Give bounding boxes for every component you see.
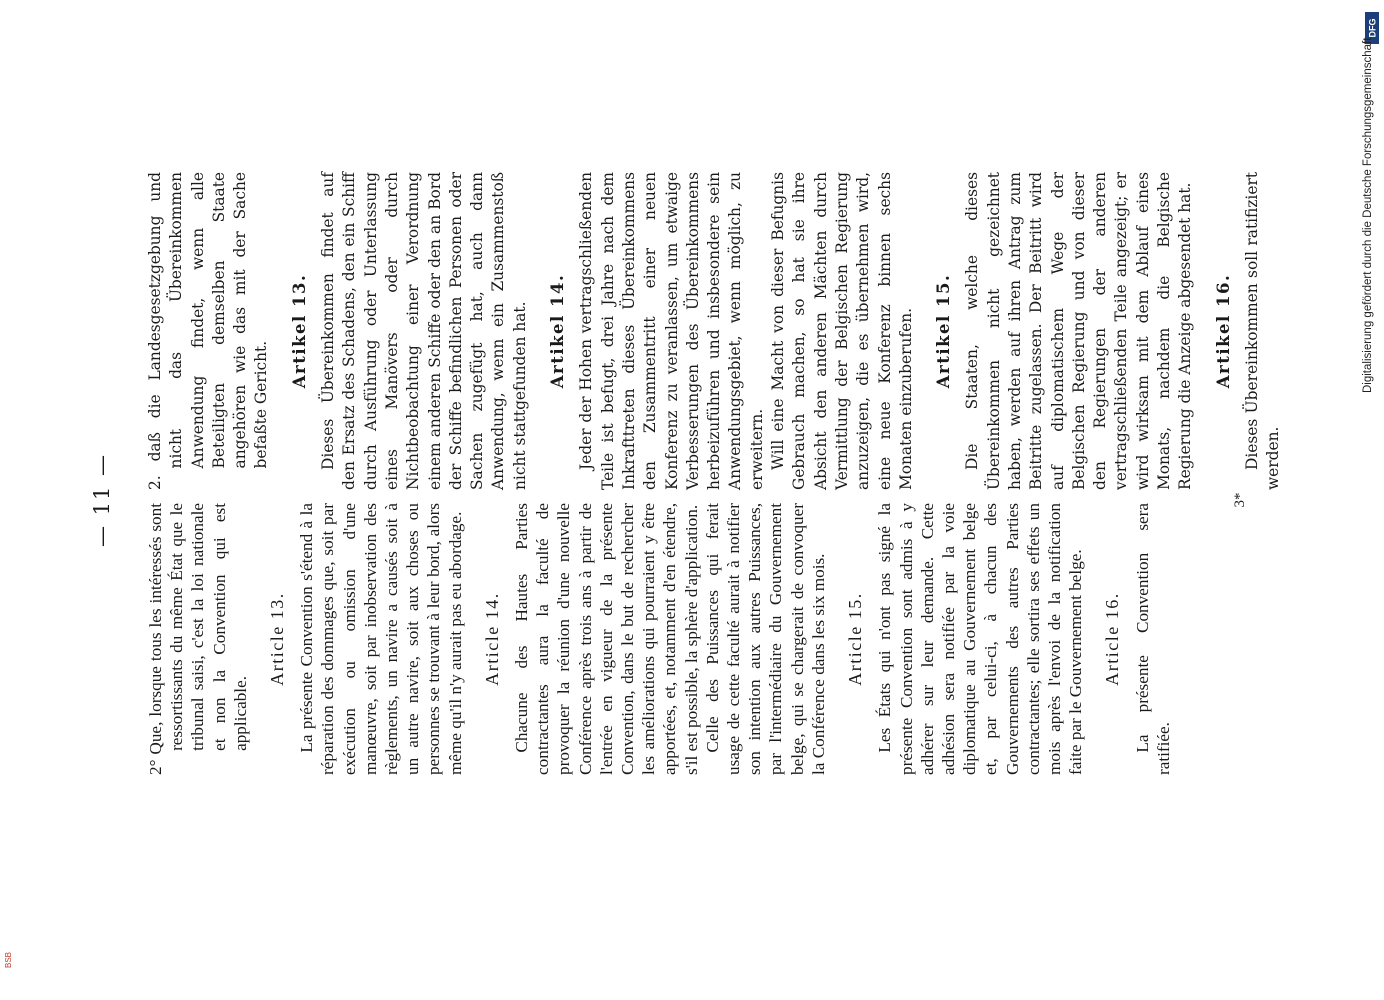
german-article-14-heading: Artikel 14. (548, 273, 568, 389)
german-article-15-text: Die Staaten, welche dieses Übereinkommen nicht gezeichnet haben, werden auf ihren Antrag zum Beitritte zugelassen. Der Beitritt wird auf diplomatischem Wege der Belgischen Regierung und von dieser den Regierungen der anderen vertragschließenden Teile angezeigt; er wird wirksam mit dem Ablauf eines Monats, nachdem die Belgische Regierung die Anzeige abgesendet hat. (963, 172, 1195, 490)
french-item-2: 2° Que, lorsque tous les intéressés sont ressortissants du même État que le tribunal saisi, c'est la loi nationale et non la Convention qui est applicable. (146, 503, 250, 775)
dfg-logo: DFG (1365, 12, 1379, 44)
german-article-13-text: Dieses Übereinkommen findet auf den Ersatz des Schadens, den ein Schiff durch Ausführung oder Unterlassung eines Manövers oder durch Nichtbeobachtung einer Verordnung einem anderen Schiffe oder den an Bord der Schiffe befindlichen Personen oder Sachen zugefügt hat, auch dann Anwendung, wenn ein Zusammenstoß nicht stattgefunden hat. (319, 172, 529, 490)
german-article-16-heading: Artikel 16. (1213, 273, 1233, 389)
german-article-14-text: Jeder der Hohen vertragschließenden Teile ist befugt, drei Jahre nach dem Inkrafttreten dieses Übereinkommens den Zusammentritt einer neuen Konferenz zu veranlassen, um etwaige Verbesserungen des Übereinkommens herbeizuführen und insbesondere sein Anwendungsgebiet, wenn möglich, zu erweitern. (577, 172, 766, 490)
french-article-15-heading: Article 15. (845, 592, 866, 686)
page-number: — 11 — (90, 452, 114, 548)
french-article-14-text-2: Celle des Puissances qui ferait usage de cette faculté aurait à notifier son intention aux autres Puissances, par l'intermédiaire du Gouvernement belge, qui se chargerait de convoquer la Conférence dans les six mois. (702, 503, 828, 775)
french-article-13-text: La présente Convention s'étend à la réparation des dommages que, soit par exécution ou omission d'une manœuvre, soit par inobservation des règlements, un navire a causés soit à un autre navire, soit aux choses ou personnes se trouvant à leur bord, alors même qu'il n'y aurait pas eu abordage. (297, 503, 465, 775)
french-article-14-heading: Article 14. (481, 592, 502, 686)
german-item-2: 2. daß die Landesgesetzgebung und nicht das Übereinkommen Anwendung findet, wenn alle Beteiligten demselben Staate angehören wie das mit der Sache befaßte Gericht. (146, 172, 271, 490)
french-article-14-text: Chacune des Hautes Parties contractantes aura la faculté de provoquer la réunion d'une nouvelle Conférence après trois ans à partir de l'entrée en vigueur de la présente Convention, dans le but de rechercher les améliorations qui pourraient y être apportées, et, notamment d'en étendre, s'il est possible, la sphère d'application. (512, 503, 701, 775)
german-column (145, 172, 1285, 490)
library-mark: BSB (4, 951, 13, 968)
german-article-16-text: Dieses Übereinkommen soll ratifiziert werden. (1242, 172, 1283, 490)
french-article-16-text: La présente Convention sera ratifiée. (1132, 503, 1173, 775)
french-article-13-heading: Article 13. (267, 592, 288, 686)
german-article-14-text-2: Will eine Macht von dieser Befugnis Gebrauch machen, so hat sie ihre Absicht den anderen Mächten durch Vermittlung der Belgischen Regierung anzuzeigen, die es übernehmen wird, eine neue Konferenz binnen sechs Monaten einzuberufen. (769, 172, 915, 490)
signature-mark: 3* (1232, 492, 1248, 508)
french-column (145, 503, 1174, 775)
french-article-15-text: Les États qui n'ont pas signé la présente Convention sont admis à y adhérer sur leur demande. Cette adhésion sera notifiée par la voie diplomatique au Gouvernement belge et, par celui-ci, à chacun des Gouvernements des autres Parties contractantes; elle sortira ses effets un mois après l'envoi de la notification faite par le Gouvernement belge. (875, 503, 1086, 775)
german-article-15-heading: Artikel 15. (934, 273, 954, 389)
german-article-13-heading: Artikel 13. (289, 273, 309, 389)
digitization-credit: Digitalisierung gefördert durch die Deutsche Forschungsgemeinschaft (1362, 37, 1374, 393)
french-article-16-heading: Article 16. (1102, 592, 1123, 686)
